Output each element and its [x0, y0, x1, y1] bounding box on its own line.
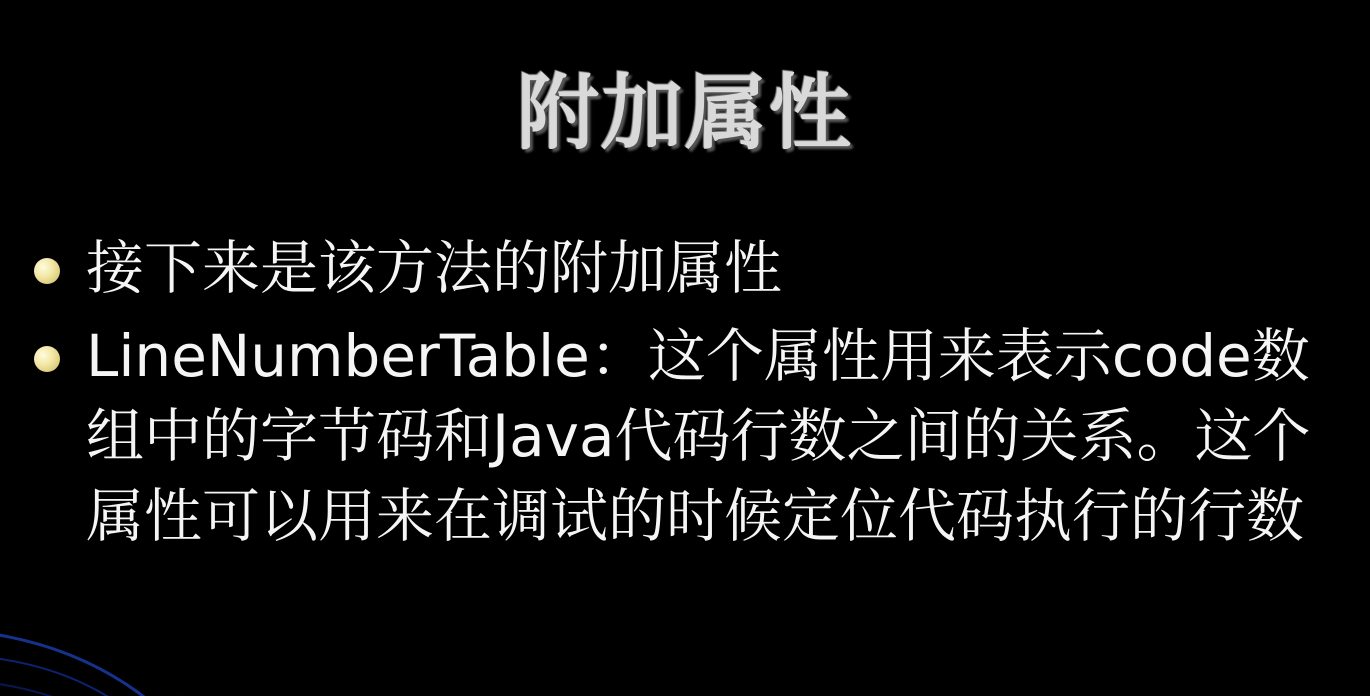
decorative-swoosh-icon: [0, 600, 220, 696]
bullet-text: LineNumberTable：这个属性用来表示code数组中的字节码和Java代码行数之间的关系。这个属性可以用来在调试的时候定位代码执行的行数: [86, 322, 1311, 550]
bullet-item: [32, 316, 1332, 556]
bullet-text: 接下来是该方法的附加属性: [86, 234, 783, 302]
bullet-dot-icon: [34, 346, 60, 372]
bullet-list: [32, 228, 1332, 564]
bullet-item: [32, 228, 1332, 308]
slide-title: 附加属性: [516, 66, 853, 161]
bullet-dot-icon: [34, 258, 60, 284]
